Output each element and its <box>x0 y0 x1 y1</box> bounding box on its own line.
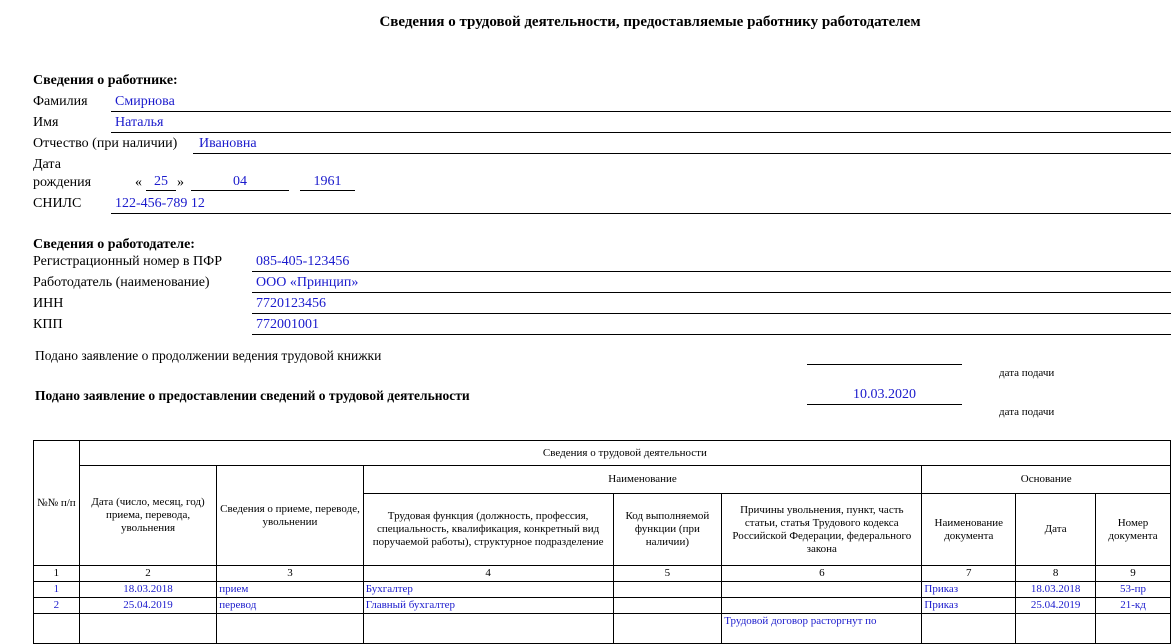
employer-name-line <box>252 292 1171 293</box>
birth-close-quote: » <box>177 175 184 190</box>
row-num: 1 <box>34 582 80 598</box>
column-number-row <box>34 566 1171 582</box>
row-doc-date[interactable]: 25.04.2019 <box>1016 598 1096 614</box>
surname-line <box>111 111 1171 112</box>
col-number: 9 <box>1096 566 1171 582</box>
surname-label: Фамилия <box>33 94 88 109</box>
group-main-header: Сведения о трудовой деятельности <box>79 441 1170 466</box>
employer-heading: Сведения о работодателе: <box>33 237 195 252</box>
surname-field[interactable]: Смирнова <box>115 94 175 109</box>
col-number: 2 <box>79 566 216 582</box>
birth-label-1: Дата <box>33 157 61 172</box>
kpp-field[interactable]: 772001001 <box>256 317 319 332</box>
pfr-line <box>252 271 1171 272</box>
pfr-field[interactable]: 085-405-123456 <box>256 254 350 269</box>
col-doc-name-header: Наименование документа <box>922 494 1016 566</box>
patronymic-field[interactable]: Ивановна <box>199 136 257 151</box>
table-row <box>34 614 1171 644</box>
col-reason-header: Причины увольнения, пункт, часть статьи, статья Трудового кодекса Российской Федерации, федерального закона <box>722 494 922 566</box>
row-event[interactable] <box>217 614 363 644</box>
continue-application-label: Подано заявление о продолжении ведения трудовой книжки <box>35 348 382 363</box>
row-doc-date[interactable] <box>1016 614 1096 644</box>
row-code[interactable] <box>613 582 722 598</box>
info-date-line <box>807 404 962 405</box>
snils-line <box>111 213 1171 214</box>
row-doc-num[interactable]: 21-кд <box>1096 598 1171 614</box>
col-number: 3 <box>217 566 363 582</box>
birth-year-field[interactable]: 1961 <box>313 174 342 189</box>
birth-day-field[interactable]: 25 <box>154 174 168 189</box>
pfr-label: Регистрационный номер в ПФР <box>33 254 222 269</box>
date-caption-1: дата подачи <box>999 367 1055 379</box>
row-date[interactable]: 25.04.2019 <box>79 598 216 614</box>
date-caption-2: дата подачи <box>999 406 1055 418</box>
col-doc-date-header: Дата <box>1016 494 1096 566</box>
col-num-header: №№ п/п <box>34 441 80 566</box>
row-reason[interactable] <box>722 582 922 598</box>
col-doc-num-header: Номер документа <box>1096 494 1171 566</box>
row-doc[interactable]: Приказ <box>922 598 1016 614</box>
kpp-line <box>252 334 1171 335</box>
continue-date-line <box>807 364 962 365</box>
col-number: 1 <box>34 566 80 582</box>
group-name-header: Наименование <box>363 466 922 494</box>
row-doc-date[interactable]: 18.03.2018 <box>1016 582 1096 598</box>
row-function[interactable] <box>363 614 613 644</box>
birth-month-field[interactable]: 04 <box>233 174 247 189</box>
col-date-header: Дата (число, месяц, год) приема, перевода, увольнения <box>79 466 216 566</box>
birth-label-2: рождения <box>33 175 92 190</box>
snils-field[interactable]: 122-456-789 12 <box>115 196 205 211</box>
kpp-label: КПП <box>33 317 63 332</box>
info-application-label: Подано заявление о предоставлении сведений о трудовой деятельности <box>35 388 470 403</box>
info-date-field[interactable]: 10.03.2020 <box>853 387 916 402</box>
col-info-header: Сведения о приеме, переводе, увольнении <box>217 466 363 566</box>
row-reason[interactable]: Трудовой договор расторгнут по <box>722 614 922 644</box>
table-row <box>34 582 1171 598</box>
row-num <box>34 614 80 644</box>
inn-label: ИНН <box>33 296 64 311</box>
birth-open-quote: « <box>135 175 142 190</box>
row-event[interactable]: перевод <box>217 598 363 614</box>
inn-line <box>252 313 1171 314</box>
row-doc-num[interactable] <box>1096 614 1171 644</box>
row-function[interactable]: Главный бухгалтер <box>363 598 613 614</box>
row-function[interactable]: Бухгалтер <box>363 582 613 598</box>
table-row <box>34 598 1171 614</box>
employment-table <box>33 440 1171 644</box>
patronymic-line <box>193 153 1171 154</box>
row-code[interactable] <box>613 614 722 644</box>
row-doc[interactable] <box>922 614 1016 644</box>
row-num: 2 <box>34 598 80 614</box>
col-number: 5 <box>613 566 722 582</box>
birth-day-line <box>146 190 176 191</box>
inn-field[interactable]: 7720123456 <box>256 296 326 311</box>
row-date[interactable] <box>79 614 216 644</box>
col-number: 7 <box>922 566 1016 582</box>
row-event[interactable]: прием <box>217 582 363 598</box>
row-doc[interactable]: Приказ <box>922 582 1016 598</box>
employee-heading: Сведения о работнике: <box>33 73 178 88</box>
patronymic-label: Отчество (при наличии) <box>33 136 178 151</box>
col-code-header: Код выполняемой функции (при наличии) <box>613 494 722 566</box>
col-function-header: Трудовая функция (должность, профессия, специальность, квалификация, конкретный вид поручаемой работы), структурное подразделение <box>363 494 613 566</box>
employer-name-field[interactable]: ООО «Принцип» <box>256 275 359 290</box>
row-reason[interactable] <box>722 598 922 614</box>
snils-label: СНИЛС <box>33 196 82 211</box>
page-title: Сведения о трудовой деятельности, предоставляемые работнику работодателем <box>379 14 921 30</box>
birth-year-line <box>300 190 355 191</box>
row-code[interactable] <box>613 598 722 614</box>
row-date[interactable]: 18.03.2018 <box>79 582 216 598</box>
name-label: Имя <box>33 115 59 130</box>
group-basis-header: Основание <box>922 466 1171 494</box>
birth-month-line <box>191 190 289 191</box>
name-field[interactable]: Наталья <box>115 115 164 130</box>
col-number: 4 <box>363 566 613 582</box>
col-number: 8 <box>1016 566 1096 582</box>
col-number: 6 <box>722 566 922 582</box>
row-doc-num[interactable]: 53-пр <box>1096 582 1171 598</box>
name-line <box>111 132 1171 133</box>
employer-name-label: Работодатель (наименование) <box>33 275 210 290</box>
